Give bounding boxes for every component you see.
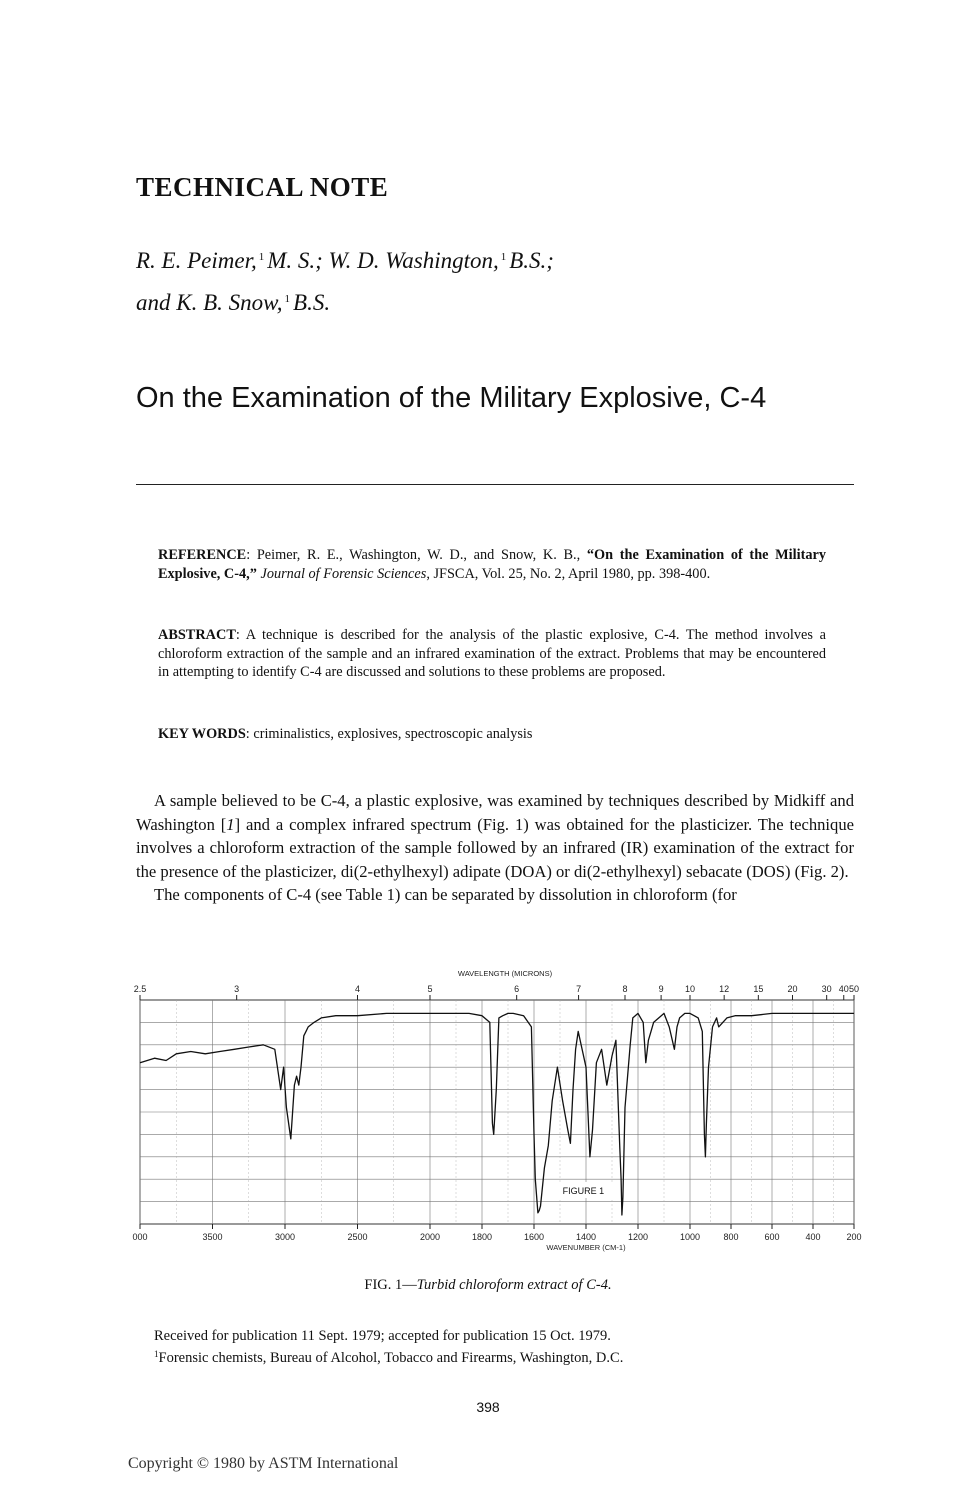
abstract-block <box>158 626 826 682</box>
x-tick-label: 1600 <box>523 1232 545 1242</box>
top-tick-label: 10 <box>684 984 696 994</box>
x-tick-label: 1000 <box>679 1232 701 1242</box>
author-line-1 <box>136 238 836 280</box>
x-tick-label: 1800 <box>471 1232 493 1242</box>
author-list <box>136 238 836 322</box>
abstract-label: ABSTRACT <box>158 627 236 643</box>
body-text-run: A sample believed to be C-4, a plastic explosive, was examined by techniques described by Midkiff and Washington [ <box>136 791 854 834</box>
x-tick-label: 1400 <box>575 1232 597 1242</box>
top-axis-label: WAVELENGTH (MICRONS) <box>457 969 553 978</box>
top-tick-label: 30 <box>821 984 832 994</box>
affiliation-note <box>154 1345 854 1367</box>
abstract-text: : A technique is described for the analysis of the plastic explosive, C-4. The method involves a chloroform extraction of the sample and an infrared examination of the extract. Problems that may be encountered in attempting to identify C-4 are discussed and solutions to these problems are proposed. <box>158 627 826 680</box>
footnote-marker: 1 <box>154 1349 159 1359</box>
figure-caption <box>0 1277 976 1294</box>
reference-authors: : Peimer, R. E., Washington, W. D., and Snow, K. B., <box>246 547 587 563</box>
ir-spectrum-chart <box>118 962 874 1262</box>
keywords-block <box>158 725 826 744</box>
top-tick-label: 4 <box>354 984 361 994</box>
top-tick-label: 50 <box>848 984 860 994</box>
spectrum-line <box>140 1013 854 1215</box>
reference-details: , JFSCA, Vol. 25, No. 2, April 1980, pp. 398-400. <box>426 565 711 582</box>
author-peimer: R. E. Peimer, <box>136 248 257 273</box>
title-divider <box>136 484 854 485</box>
body-paragraph-2: The components of C-4 (see Table 1) can be separated by dissolution in chloroform (for <box>154 885 737 904</box>
caption-text: Turbid chloroform extract of C-4. <box>416 1277 612 1293</box>
x-tick-label: 400 <box>805 1232 821 1242</box>
footnotes <box>154 1327 854 1367</box>
x-tick-label: 000 <box>132 1232 148 1242</box>
caption-prefix: FIG. 1— <box>364 1277 417 1293</box>
body-text <box>136 789 854 907</box>
x-tick-label: 1200 <box>627 1232 649 1242</box>
top-tick-label: 8 <box>622 984 628 994</box>
top-tick-label: 5 <box>427 984 433 994</box>
x-tick-label: 600 <box>764 1232 780 1242</box>
body-text-run: ] and a complex infrared spectrum (Fig. 1) was obtained for the plasticizer. The technique involves a chloroform extraction of the sample followed by an infrared (IR) examination of the extract for the presence of the plasticizer, di(2-ethylhexyl) adipate (DOA) or di(2-ethylhexyl) sebacate (DOS) (Fig. 2). <box>136 814 854 881</box>
x-tick-label: 3500 <box>202 1232 223 1242</box>
body-paragraph-1 <box>136 789 854 883</box>
author-washington: M. S.; W. D. Washington, <box>267 248 499 273</box>
x-tick-label: 200 <box>846 1232 862 1242</box>
x-tick-label: 2500 <box>347 1232 368 1242</box>
page-number: 398 <box>476 1399 500 1415</box>
top-tick-label: 12 <box>719 984 730 994</box>
top-tick-label: 6 <box>514 984 520 994</box>
citation-ref: 1 <box>226 814 235 834</box>
article-title: On the Examination of the Military Explosive, C-4 <box>136 382 767 414</box>
ir-spectrum-svg <box>118 962 874 1262</box>
keywords-label: KEY WORDS <box>158 726 246 742</box>
keywords-text: : criminalistics, explosives, spectroscopic analysis <box>245 726 533 742</box>
x-tick-label: 3000 <box>274 1232 296 1242</box>
received-note: Received for publication 11 Sept. 1979; accepted for publication 15 Oct. 1979. <box>154 1328 611 1344</box>
bottom-axis-label: WAVENUMBER (CM-1) <box>546 1243 626 1252</box>
reference-journal: Journal of Forensic Sciences <box>256 565 427 582</box>
x-tick-label: 2000 <box>419 1232 441 1242</box>
author-degree: B.S.; <box>509 248 554 273</box>
reference-article-title: “On the Examination of the Military Explosive, C-4,” <box>158 547 826 582</box>
copyright-notice: Copyright © 1980 by ASTM International <box>128 1455 399 1472</box>
author-line-2 <box>136 280 836 322</box>
footnote-marker: 1 <box>284 293 291 305</box>
x-tick-label: 800 <box>723 1232 739 1242</box>
reference-label: REFERENCE <box>158 547 247 563</box>
top-tick-label: 3 <box>234 984 240 994</box>
top-tick-label: 9 <box>658 984 664 994</box>
top-tick-label: 15 <box>753 984 764 994</box>
top-tick-label: 7 <box>576 984 582 994</box>
top-tick-label: 2.5 <box>133 984 147 994</box>
top-tick-label: 20 <box>787 984 798 994</box>
affiliation-text: Forensic chemists, Bureau of Alcohol, Tobacco and Firearms, Washington, D.C. <box>158 1350 624 1366</box>
footnote-marker: 1 <box>258 251 265 263</box>
author-degree: B.S. <box>293 290 331 315</box>
inset-label: FIGURE 1 <box>562 1186 605 1196</box>
author-snow: and K. B. Snow, <box>136 290 283 315</box>
footnote-marker: 1 <box>500 251 507 263</box>
reference-block <box>158 546 826 583</box>
top-tick-label: 40 <box>838 984 849 994</box>
section-label: TECHNICAL NOTE <box>136 172 389 202</box>
